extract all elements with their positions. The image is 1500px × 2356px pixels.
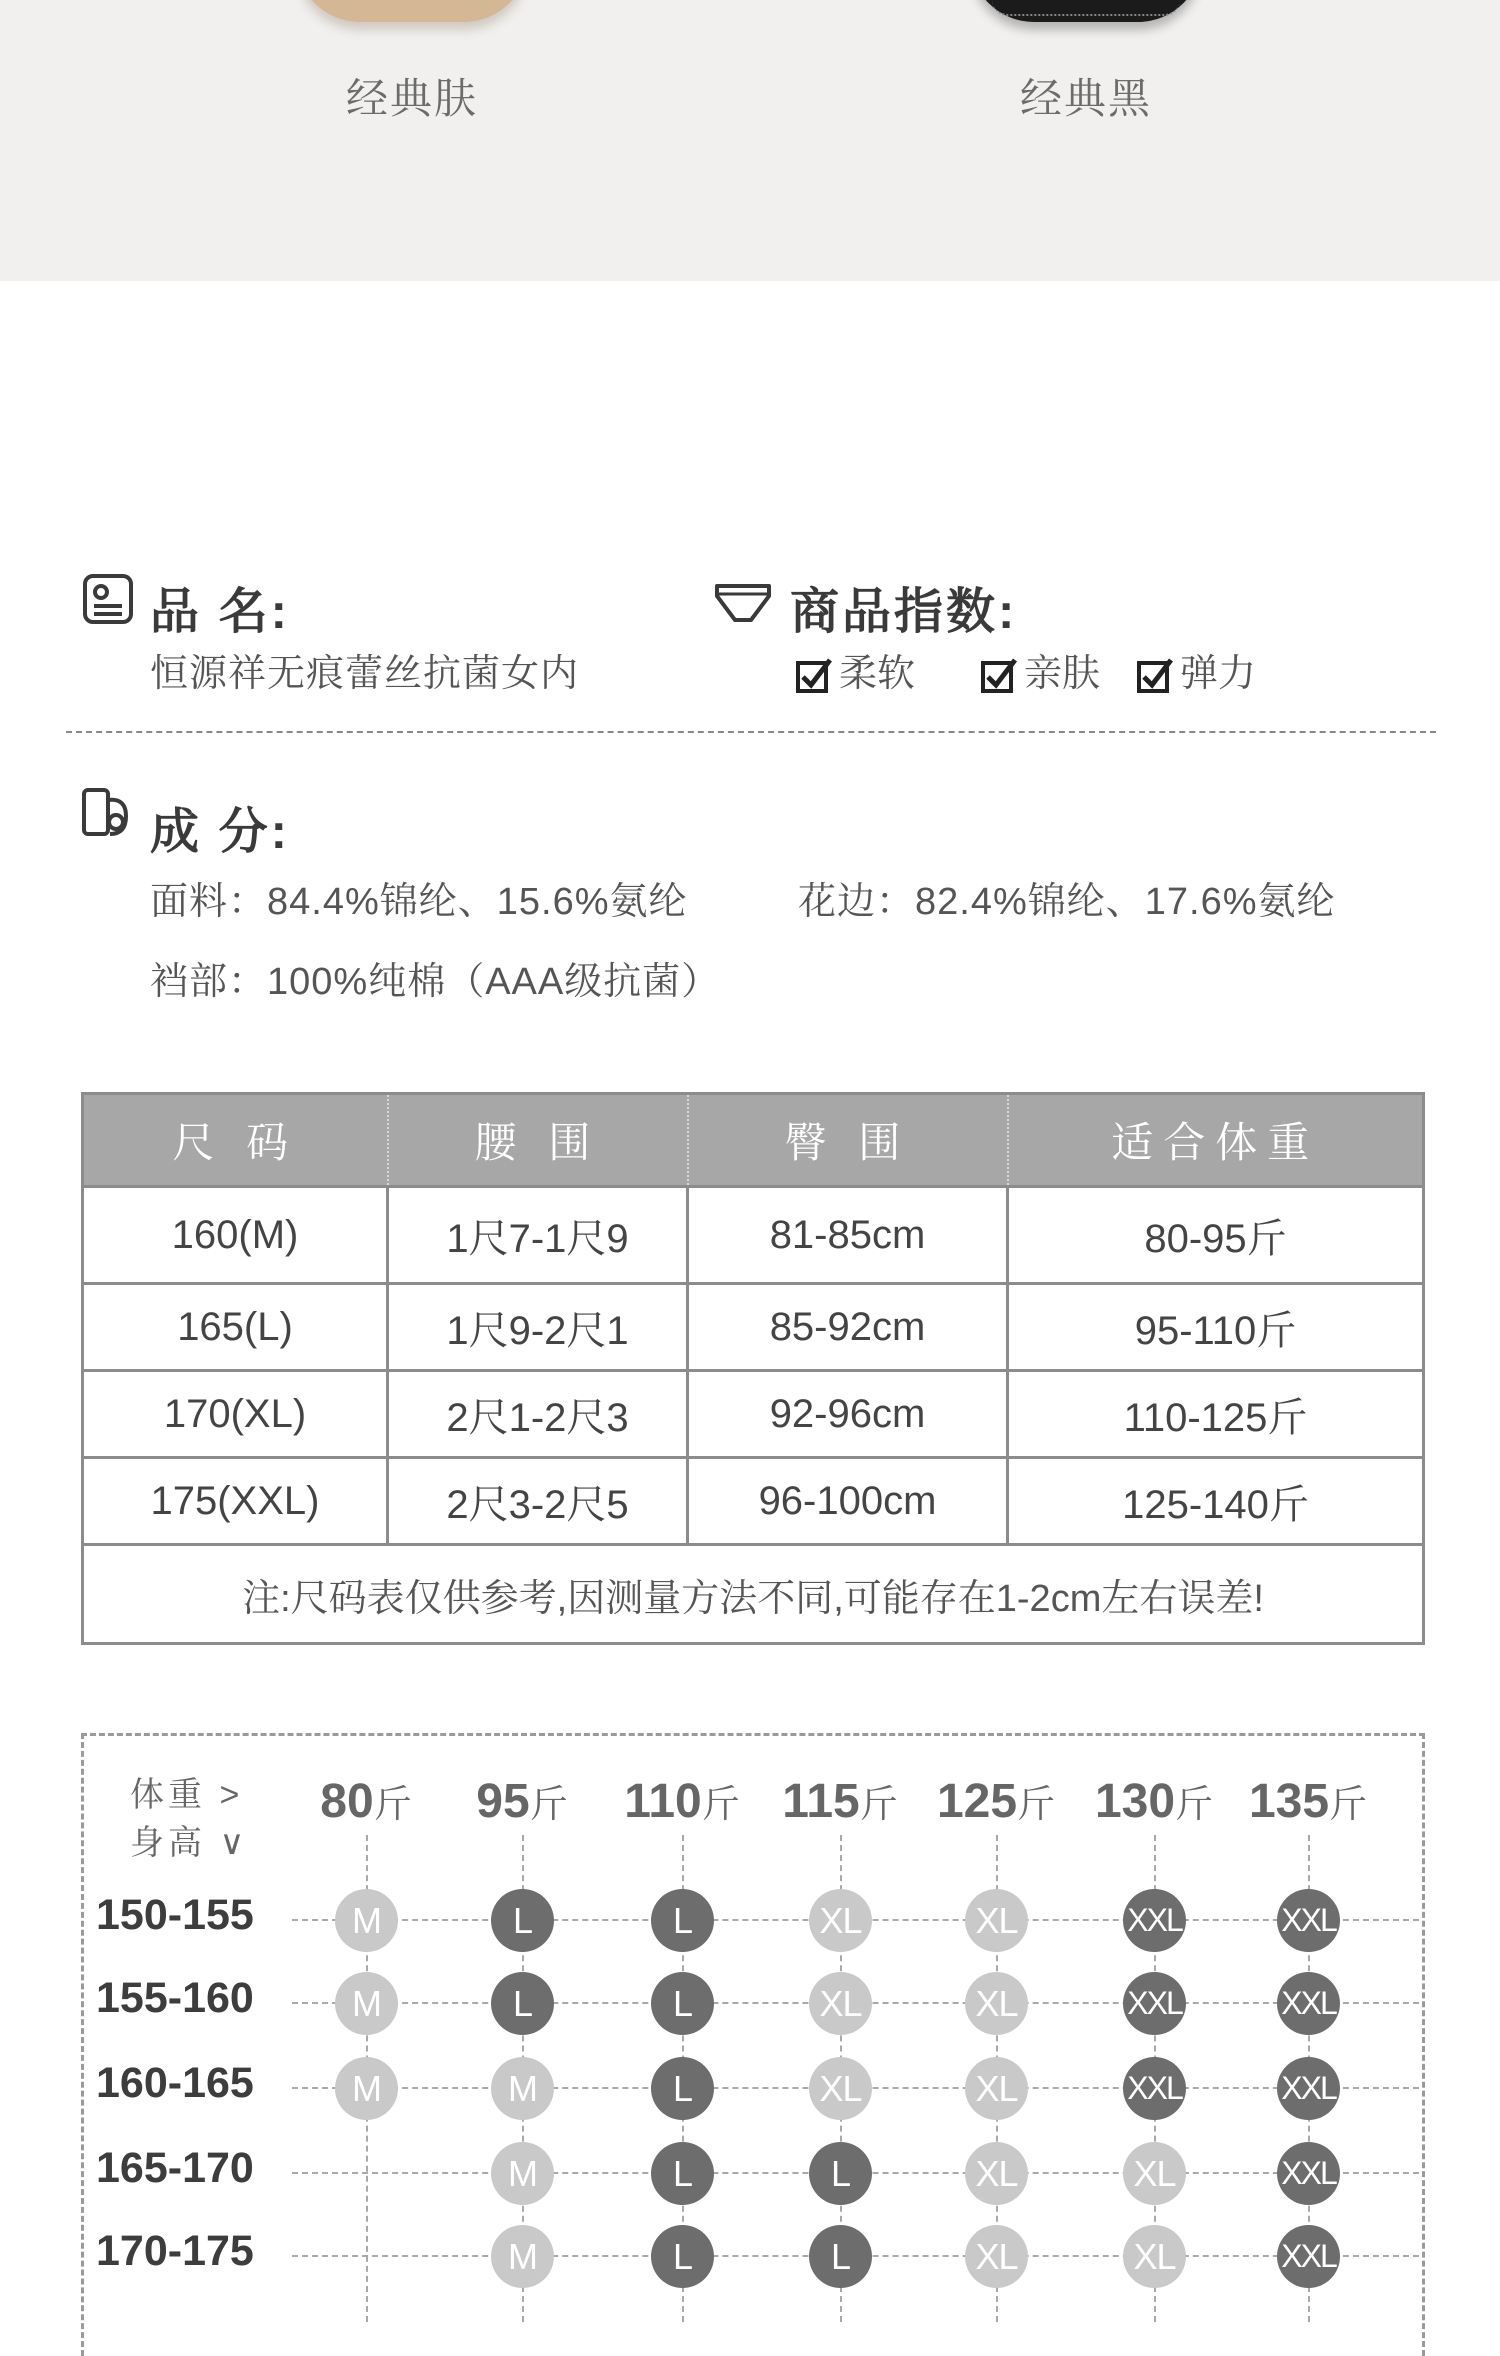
- product-name-value: 恒源祥无痕蕾丝抗菌女内: [150, 653, 580, 695]
- checkbox-icon: [795, 657, 833, 695]
- table-row: [83, 1371, 1424, 1458]
- checkbox-icon: [980, 657, 1018, 695]
- table-row: [83, 1284, 1424, 1371]
- weight-unit: 斤: [859, 1784, 898, 1826]
- composition-title: 成 分:: [150, 805, 290, 859]
- weight-column-header: [1233, 1773, 1383, 1829]
- weight-column-header: [291, 1773, 441, 1829]
- size-dot-m: M: [491, 2225, 554, 2288]
- size-dot-l: L: [651, 1972, 714, 2035]
- weight-value: 130: [1094, 1775, 1176, 1828]
- header-hip: 臀 围: [688, 1094, 1008, 1187]
- table-cell: 125-140斤: [1008, 1458, 1424, 1545]
- table-cell: 160(M): [83, 1187, 388, 1284]
- weight-unit: 斤: [701, 1784, 740, 1826]
- size-dot-m: M: [491, 2142, 554, 2205]
- size-dot-xxl: XXL: [1277, 1972, 1340, 2035]
- table-cell: 165(L): [83, 1284, 388, 1371]
- weight-value: 80: [320, 1775, 374, 1828]
- table-cell: 2尺1-2尺3: [388, 1371, 688, 1458]
- size-dot-xl: XL: [965, 1889, 1028, 1952]
- crotch-composition: 裆部：100%纯棉（AAA级抗菌）: [150, 961, 721, 1003]
- table-cell: 110-125斤: [1008, 1371, 1424, 1458]
- size-dot-l: L: [651, 1889, 714, 1952]
- weight-unit: 斤: [1175, 1784, 1214, 1826]
- weight-column-header: [447, 1773, 597, 1829]
- size-dot-l: L: [491, 1889, 554, 1952]
- weight-column-header: [765, 1773, 915, 1829]
- size-dot-l: L: [651, 2142, 714, 2205]
- size-dot-xl: XL: [1123, 2142, 1186, 2205]
- weight-column-header: [921, 1773, 1071, 1829]
- weight-column-header: [1079, 1773, 1229, 1829]
- table-cell: 1尺7-1尺9: [388, 1187, 688, 1284]
- table-cell: 80-95斤: [1008, 1187, 1424, 1284]
- table-note-row: [83, 1545, 1424, 1644]
- size-dot-xl: XL: [1123, 2225, 1186, 2288]
- size-dot-xl: XL: [809, 2057, 872, 2120]
- table-cell: 175(XXL): [83, 1458, 388, 1545]
- table-cell: 170(XL): [83, 1371, 388, 1458]
- size-dot-l: L: [491, 1972, 554, 2035]
- weight-value: 95: [476, 1775, 530, 1828]
- header-waist: 腰 围: [388, 1094, 688, 1187]
- size-dot-xl: XL: [965, 2142, 1028, 2205]
- feature-label: 弹力: [1180, 653, 1257, 695]
- size-dot-xxl: XXL: [1277, 2225, 1340, 2288]
- size-dot-l: L: [809, 2142, 872, 2205]
- size-dot-m: M: [335, 2057, 398, 2120]
- table-row: [83, 1187, 1424, 1284]
- weight-value: 115: [782, 1775, 860, 1828]
- product-name-title: 品 名:: [150, 585, 290, 639]
- height-row-label: 160-165: [96, 2059, 254, 2107]
- size-dot-xl: XL: [965, 2225, 1028, 2288]
- black-color-swatch[interactable]: [970, 0, 1202, 22]
- size-dot-m: M: [335, 1972, 398, 2035]
- table-cell: 2尺3-2尺5: [388, 1458, 688, 1545]
- height-axis-label: 身高 ∨: [130, 1824, 249, 1862]
- weight-unit: 斤: [373, 1784, 412, 1826]
- fabric-composition: 面料：84.4%锦纶、15.6%氨纶: [150, 881, 688, 923]
- feature-elastic: [1136, 642, 1256, 697]
- feature-skin-friendly: [980, 642, 1100, 697]
- table-row: [83, 1458, 1424, 1545]
- height-row-label: 165-170: [96, 2144, 254, 2192]
- size-dot-xxl: XXL: [1277, 1889, 1340, 1952]
- color-swatch-band: [0, 0, 1500, 281]
- table-cell: 1尺9-2尺1: [388, 1284, 688, 1371]
- size-table-header: [83, 1094, 1424, 1187]
- weight-unit: 斤: [1017, 1784, 1056, 1826]
- size-dot-xl: XL: [809, 1889, 872, 1952]
- table-cell: 95-110斤: [1008, 1284, 1424, 1371]
- size-dot-xl: XL: [809, 1972, 872, 2035]
- weight-column-header: [607, 1773, 757, 1829]
- size-dot-l: L: [809, 2225, 872, 2288]
- size-dot-xl: XL: [965, 2057, 1028, 2120]
- section-divider: [66, 731, 1436, 733]
- size-dot-xxl: XXL: [1123, 1972, 1186, 2035]
- size-dot-l: L: [651, 2057, 714, 2120]
- table-cell: 96-100cm: [688, 1458, 1008, 1545]
- height-row-label: 170-175: [96, 2227, 254, 2275]
- feature-label: 亲肤: [1024, 653, 1101, 695]
- weight-value: 110: [624, 1775, 702, 1828]
- product-card-icon: [81, 572, 135, 626]
- fabric-roll-icon: [80, 786, 132, 840]
- feature-soft: [795, 642, 915, 697]
- skin-color-label: 经典肤: [345, 75, 478, 122]
- size-dot-m: M: [491, 2057, 554, 2120]
- skin-color-swatch[interactable]: [296, 0, 528, 22]
- height-row-label: 155-160: [96, 1974, 254, 2022]
- weight-unit: 斤: [529, 1784, 568, 1826]
- size-dot-xl: XL: [965, 1972, 1028, 2035]
- weight-unit: 斤: [1329, 1784, 1368, 1826]
- header-size: 尺 码: [83, 1094, 388, 1187]
- size-table-note: 注:尺码表仅供参考,因测量方法不同,可能存在1-2cm左右误差!: [83, 1545, 1424, 1644]
- feature-label: 柔软: [839, 653, 916, 695]
- product-index-title: 商品指数:: [790, 585, 1018, 639]
- underwear-icon: [714, 582, 772, 624]
- weight-value: 125: [936, 1775, 1018, 1828]
- size-dot-m: M: [335, 1889, 398, 1952]
- size-table: [81, 1092, 1425, 1645]
- table-cell: 92-96cm: [688, 1371, 1008, 1458]
- height-row-label: 150-155: [96, 1891, 254, 1939]
- size-dot-xxl: XXL: [1277, 2142, 1340, 2205]
- table-cell: 81-85cm: [688, 1187, 1008, 1284]
- size-dot-xxl: XXL: [1123, 2057, 1186, 2120]
- checkbox-icon: [1136, 657, 1174, 695]
- size-dot-xxl: XXL: [1277, 2057, 1340, 2120]
- size-dot-l: L: [651, 2225, 714, 2288]
- weight-value: 135: [1248, 1775, 1330, 1828]
- header-weight: 适合体重: [1008, 1094, 1424, 1187]
- size-dot-xxl: XXL: [1123, 1889, 1186, 1952]
- weight-axis-label: 体重 >: [130, 1776, 244, 1814]
- table-cell: 85-92cm: [688, 1284, 1008, 1371]
- lace-composition: 花边：82.4%锦纶、17.6%氨纶: [798, 881, 1336, 923]
- black-color-label: 经典黑: [1019, 75, 1152, 122]
